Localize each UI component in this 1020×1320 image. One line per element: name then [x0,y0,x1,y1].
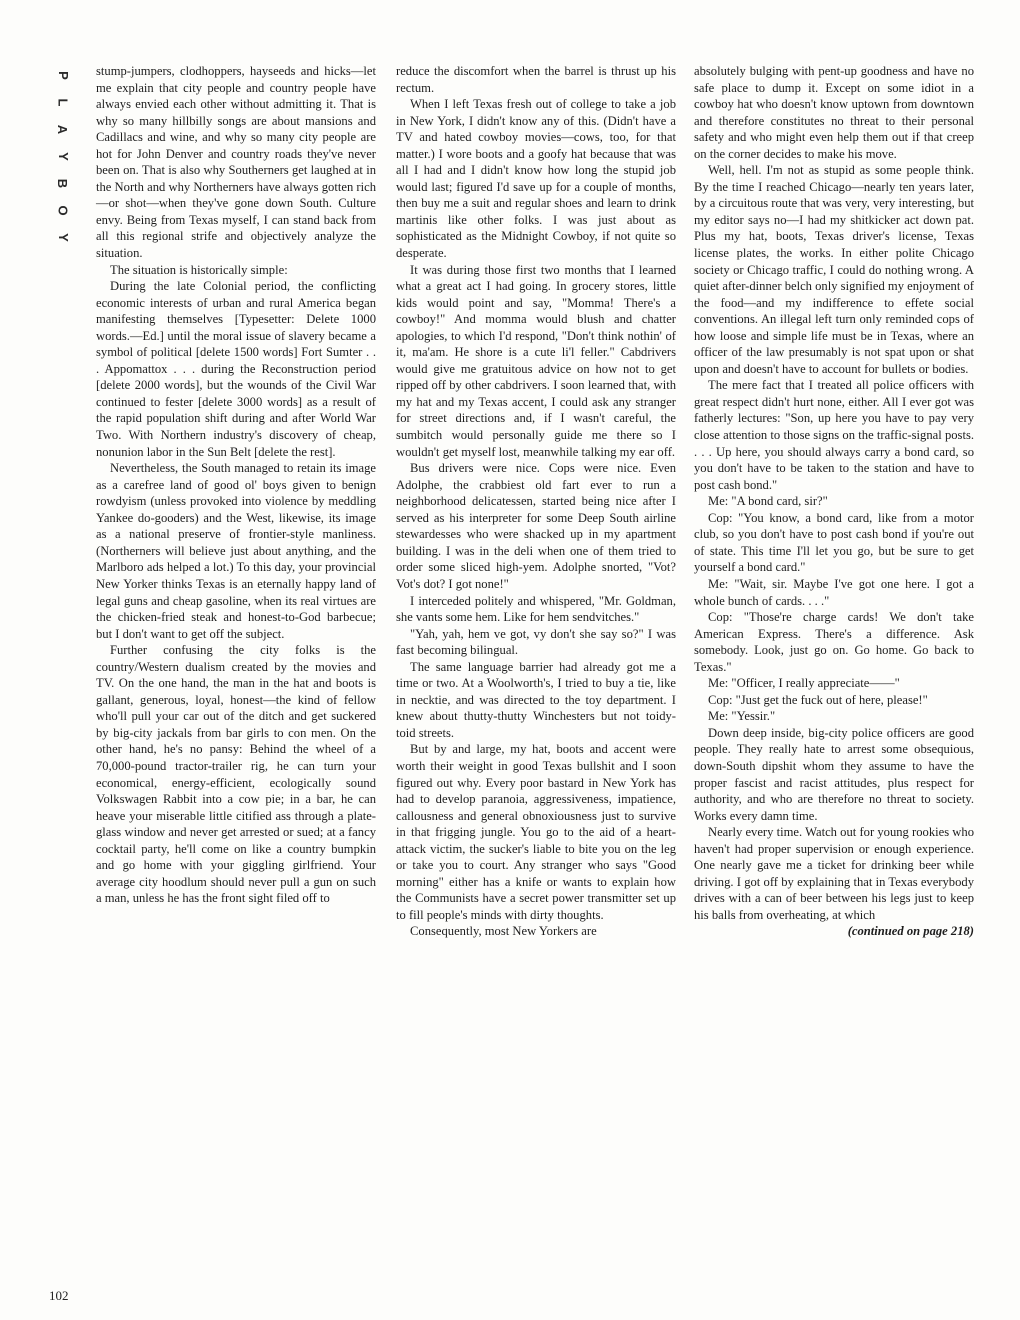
paragraph: Nearly every time. Watch out for young rookies who haven't had proper supervision or enough experience. One nearly gave me a ticket for drinking beer while driving. I got off by explaining that in Texas everybody drives with a can of beer between his legs just to keep his balls from overheating, at which [694,825,974,922]
paragraph: stump-jumpers, clodhoppers, hayseeds and hicks—let me explain that city people and country people have always envied each other without admitting it. That is why so many hillbilly songs are about mansions and Cadillacs and wine, and why so many city people are hot for John Denver and country roads they've never been on. That is also why Southerners get laughed at in the North and why Northerners have always gotten rich—or shot—when they've gone down South. Culture envy. Being from Texas myself, I can stand back from all this regional strife and objectively analyze the situation. [96,64,376,261]
page-number: 102 [49,1288,69,1303]
masthead-letter: P [55,71,71,80]
paragraph: Me: "A bond card, sir?" [708,494,828,509]
paragraph: Cop: "Those're charge cards! We don't take American Express. There's a difference. Ask somebody. Look, just go on. Go home. Go back to Texas." [694,610,974,674]
paragraph: The situation is historically simple: [110,262,288,277]
masthead-letter: Y [55,233,71,242]
paragraph: But by and large, my hat, boots and accent were worth their weight in good Texas bullshit and I soon figured out why. Every poor bastard in New York has had to develop paranoia, aggressiveness, impatience, callousness and general obnoxiousness just to survive in that frigging jungle. You go to the aid of a heart-attack victim, the sucker's liable to bite you on the leg or take you to court. Any stranger who says "Good morning" either has a knife or wants to explain how the Communists have a secret power transmitter set up to fill people's minds with dirty thoughts. [396,742,676,922]
continued-note: (continued on page 218) [847,924,974,939]
paragraph: Well, hell. I'm not as stupid as some people think. By the time I reached Chicago—nearly ten years later, by a circuitous route that was very, very interesting, but my editor says no—I had my shitkicker act down pat. Plus my hat, boots, Texas driver's license, Texas license plates, the works. In either polite Chicago society or Chicago traffic, I could do nothing wrong. A quiet after-dinner belch only signified my enjoyment of the food—and my indifference to effete social conventions. An illegal left turn only reminded cops of how loose and simple life must be in Texas, where an officer of the law presumably is not spat upon or shat upon and doesn't have to account for bullets or bodies. [694,163,975,376]
masthead-letter: A [55,124,71,135]
paragraph: Further confusing the city folks is the country/Western dualism created by the movies and TV. On the one hand, the man in the hat and boots is gallant, generous, loyal, honest—the kind of fellow who'll pull your car out of the ditch and get suckered by big-city jackals from bar girls to con men. On the other hand, he's no pansy: Behind the wheel of a 70,000-pound tractor-trailer rig, he can turn your economical, energy-efficient, ecologically sound Volkswagen Rabbit into a cow pie; in a bar, he can heave your miserable little citified ass through a plate-glass window and never get arrested or sued; at a fancy cocktail party, he'll come on like a country bumpkin and go home with your giggling girlfriend. Your average city hoodlum should never pull a gun on such a man, unless he has the front sight filed off to [96,643,376,906]
masthead-letter: B [55,178,71,189]
paragraph: "Yah, yah, hem ve got, vy don't she say so?" I was fast becoming bilingual. [396,626,676,658]
paragraph: During the late Colonial period, the conflicting economic interests of urban and rural America began manifesting themselves [Typesetter: Delete 1000 words.—Ed.] until the moral issue of slavery became a symbol of political [delete 1500 words] Fort Sumter . . . Appomattox . . . during the Reconstruction period [delete 2000 words], but the wounds of the Civil War continued to fester [delete 3000 words] as a result of the rapid population shift during and after World War Two. With Northern industry's discovery of cheap, nonunion labor in the Sun Belt [delete the rest]. [96,279,376,459]
paragraph: Me: "Yessir." [708,709,776,724]
paragraph: Consequently, most New Yorkers are [410,924,597,939]
paragraph: reduce the discomfort when the barrel is thrust up his rectum. [396,64,676,95]
paragraph: Me: "Wait, sir. Maybe I've got one here. I got a whole bunch of cards. . . ." [694,576,974,608]
paragraph: It was during those first two months that I learned what a great act I had going. In grocery stores, little kids would point and say, "Momma! There's a cowboy!" And momma would blush and chatter apologies, to which I'd respond, "Don't think nothin' of it, ma'am. He shore is a cute li'l feller." Cabdrivers would give me gratuitous advice on how not to get ripped off by other cabdrivers. I soon learned that, with my hat and my Texas accent, I could ask any stranger for street directions and, if I wasn't careful, the sumbitch would personally guide me there so I wouldn't get myself lost, meanwhile talking my ear off. [396,262,676,459]
masthead-letter: L [55,98,71,107]
paragraph: Cop: "You know, a bond card, like from a motor club, so you don't have to post cash bond if you're out of state. This time I'll let you go, but be sure to get yourself a bond card." [694,510,974,575]
paragraph: Bus drivers were nice. Cops were nice. Even Adolphe, the crabbiest old fart ever to run a neighborhood delicatessen, started being nice after I served as his interpreter for some Deep South airline stewardesses who were shacked up in my apartment building. I was in the deli when one of them tried to order some sliced high-yem. Adolphe snorted, "Vot? Vot's dot? I got none!" [396,461,676,591]
paragraph: I interceded politely and whispered, "Mr. Goldman, she vants some hem. Like for hem sendvitches." [396,593,676,625]
text-column-1 [96,63,376,907]
text-column-2 [396,63,676,940]
paragraph: Cop: "Just get the fuck out of here, please!" [708,692,928,707]
paragraph: When I left Texas fresh out of college to take a job in New York, I didn't know any of this. (Didn't have a TV and hated cowboy movies—cows, too, for that matter.) I wore boots and a goofy hat because that was all I had and I didn't know how long the stupid job would last; figured I'd save up for a couple of months, then buy me a suit and regular shoes and learn to drink martinis like other folks. I was just about as sophisticated as the Midnight Cowboy, if not quite so desperate. [396,97,676,261]
paragraph: absolutely bulging with pent-up goodness and have no safe place to dump it. Except on some idiot in a cowboy hat who doesn't know uptown from downtown and therefore constitutes no threat to their personal safety and who might even help them out if that creep on the corner decides to make his move. [694,64,974,161]
paragraph: Nevertheless, the South managed to retain its image as a carefree land of good ol' boys given to benign rowdyism (unless provoked into violence by meddling Yankee do-gooders) and the West, likewise, its image as a national preserve of frontier-style manliness. (Northerners will believe just about anything, and the Marlboro ads helped a lot.) To this day, your provincial New Yorker thinks Texas is an eternally happy land of legal guns and cheap gasoline, when its real virtues are the chicken-fried steak and honest-to-God barbecue; but I don't want to get off the subject. [96,461,376,641]
text-column-3 [694,63,974,940]
masthead-letter: O [55,205,71,216]
paragraph: The mere fact that I treated all police officers with great respect didn't hurt none, either. All I ever got was fatherly lectures: "Son, up here you have to pay very close attention to those signs on the traffic-signal posts. . . . Up here, you should always carry a bond card, so you don't have to be taken to the station and have to post cash bond." [694,378,974,492]
paragraph: Me: "Officer, I really appreciate——" [708,676,900,691]
paragraph: The same language barrier had already got me a time or two. At a Woolworth's, I tried to buy a tie, like in necktie, and was directed to the toy department. I knew about thutty-thutty Winchesters but not toidy-toid streets. [396,659,676,740]
masthead-letter: Y [55,152,71,161]
masthead-vertical [50,62,76,251]
paragraph: Down deep inside, big-city police officers are good people. They really hate to arrest some obsequious, down-South dipshit whom they assume to have the proper fascist and racist attitudes, plus respect for authority, and who are therefore no threat to society. Works every damn time. [694,725,974,823]
